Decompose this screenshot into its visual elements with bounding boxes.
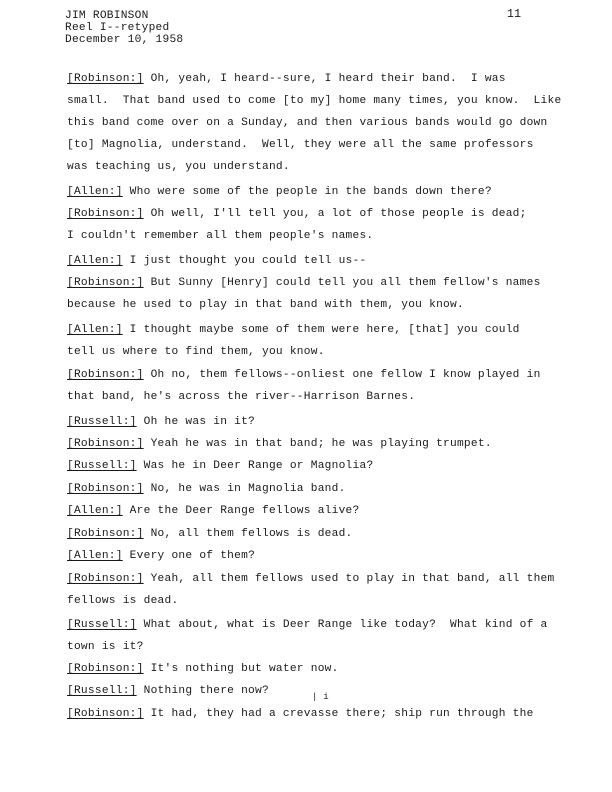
speaker-turn-line	[67, 619, 548, 631]
speaker-turn-line	[67, 505, 359, 517]
speaker-turn-line	[67, 186, 492, 198]
continuation-line	[67, 299, 464, 311]
continuation-line	[67, 161, 290, 173]
line-text: fellows is dead.	[67, 595, 179, 607]
speaker-turn-line	[67, 708, 534, 720]
speaker-label: [Allen:]	[67, 550, 123, 562]
speaker-turn-line	[67, 460, 373, 472]
line-text: No, he was in Magnolia band.	[143, 483, 346, 495]
line-text: It's nothing but water now.	[143, 663, 339, 675]
speaker-label: [Robinson:]	[67, 438, 144, 450]
line-text: Oh well, I'll tell you, a lot of those people is dead;	[143, 208, 527, 220]
line-text: It had, they had a crevasse there; ship run through the	[143, 708, 534, 720]
line-text: I just thought you could tell us--	[122, 255, 367, 267]
header-interviewee: JIM ROBINSON	[65, 10, 149, 22]
continuation-line	[67, 95, 561, 107]
header-reel: Reel I--retyped	[65, 22, 170, 34]
line-text: I couldn't remember all them people's names.	[67, 230, 374, 242]
speaker-turn-line	[67, 255, 366, 267]
speaker-turn-line	[67, 483, 346, 495]
speaker-label: [Robinson:]	[67, 483, 144, 495]
speaker-turn-line	[67, 573, 554, 585]
line-text: Every one of them?	[122, 550, 256, 562]
speaker-label: [Russell:]	[67, 416, 137, 428]
line-text: Nothing there now?	[136, 685, 269, 697]
speaker-label: [Robinson:]	[67, 573, 144, 585]
line-text: tell us where to find them, you know.	[67, 346, 325, 358]
line-text: this band come over on a Sunday, and then various bands would go down	[67, 117, 548, 129]
speaker-turn-line	[67, 369, 541, 381]
line-text: Yeah he was in that band; he was playing trumpet.	[143, 438, 492, 450]
header-date: December 10, 1958	[65, 34, 184, 46]
speaker-turn-line	[67, 550, 255, 562]
line-text: I thought maybe some of them were here, [that] you could	[122, 324, 520, 336]
line-text: Was he in Deer Range or Magnolia?	[136, 460, 374, 472]
continuation-line	[67, 641, 144, 653]
stray-mark: | i	[312, 692, 329, 702]
line-text: What about, what is Deer Range like today? What kind of a	[136, 619, 548, 631]
line-text: Oh, yeah, I heard--sure, I heard their band. I was	[143, 73, 506, 85]
speaker-turn-line	[67, 277, 541, 289]
line-text: Oh he was in it?	[136, 416, 256, 428]
continuation-line	[67, 595, 178, 607]
speaker-label: [Russell:]	[67, 460, 137, 472]
line-text: because he used to play in that band with them, you know.	[67, 299, 464, 311]
line-text: was teaching us, you understand.	[67, 161, 290, 173]
speaker-turn-line	[67, 416, 255, 428]
speaker-label: [Allen:]	[67, 255, 123, 267]
line-text: Yeah, all them fellows used to play in that band, all them	[143, 573, 555, 585]
speaker-turn-line	[67, 438, 492, 450]
speaker-turn-line	[67, 73, 506, 85]
speaker-label: [Russell:]	[67, 685, 137, 697]
continuation-line	[67, 346, 325, 358]
speaker-label: [Allen:]	[67, 324, 123, 336]
speaker-label: [Robinson:]	[67, 369, 144, 381]
continuation-line	[67, 139, 534, 151]
line-text: Are the Deer Range fellows alive?	[122, 505, 360, 517]
speaker-label: [Allen:]	[67, 505, 123, 517]
continuation-line	[67, 230, 373, 242]
line-text: that band, he's across the river--Harrison Barnes.	[67, 391, 416, 403]
speaker-turn-line	[67, 324, 520, 336]
continuation-line	[67, 117, 548, 129]
line-text: But Sunny [Henry] could tell you all them fellow's names	[143, 277, 541, 289]
speaker-label: [Robinson:]	[67, 708, 144, 720]
speaker-label: [Robinson:]	[67, 73, 144, 85]
page-header	[65, 10, 183, 46]
speaker-turn-line	[67, 663, 339, 675]
speaker-label: [Robinson:]	[67, 663, 144, 675]
page-number: 11	[507, 8, 522, 21]
continuation-line	[67, 391, 415, 403]
line-text: Who were some of the people in the bands down there?	[122, 186, 492, 198]
speaker-label: [Robinson:]	[67, 528, 144, 540]
speaker-label: [Allen:]	[67, 186, 123, 198]
speaker-turn-line	[67, 528, 353, 540]
line-text: town is it?	[67, 641, 144, 653]
speaker-label: [Robinson:]	[67, 208, 144, 220]
line-text: [to] Magnolia, understand. Well, they were all the same professors	[67, 139, 534, 151]
speaker-label: [Robinson:]	[67, 277, 144, 289]
line-text: small. That band used to come [to my] home many times, you know. Like	[67, 95, 562, 107]
speaker-turn-line	[67, 208, 527, 220]
speaker-label: [Russell:]	[67, 619, 137, 631]
line-text: No, all them fellows is dead.	[143, 528, 353, 540]
speaker-turn-line	[67, 685, 269, 697]
line-text: Oh no, them fellows--onliest one fellow I know played in	[143, 369, 541, 381]
